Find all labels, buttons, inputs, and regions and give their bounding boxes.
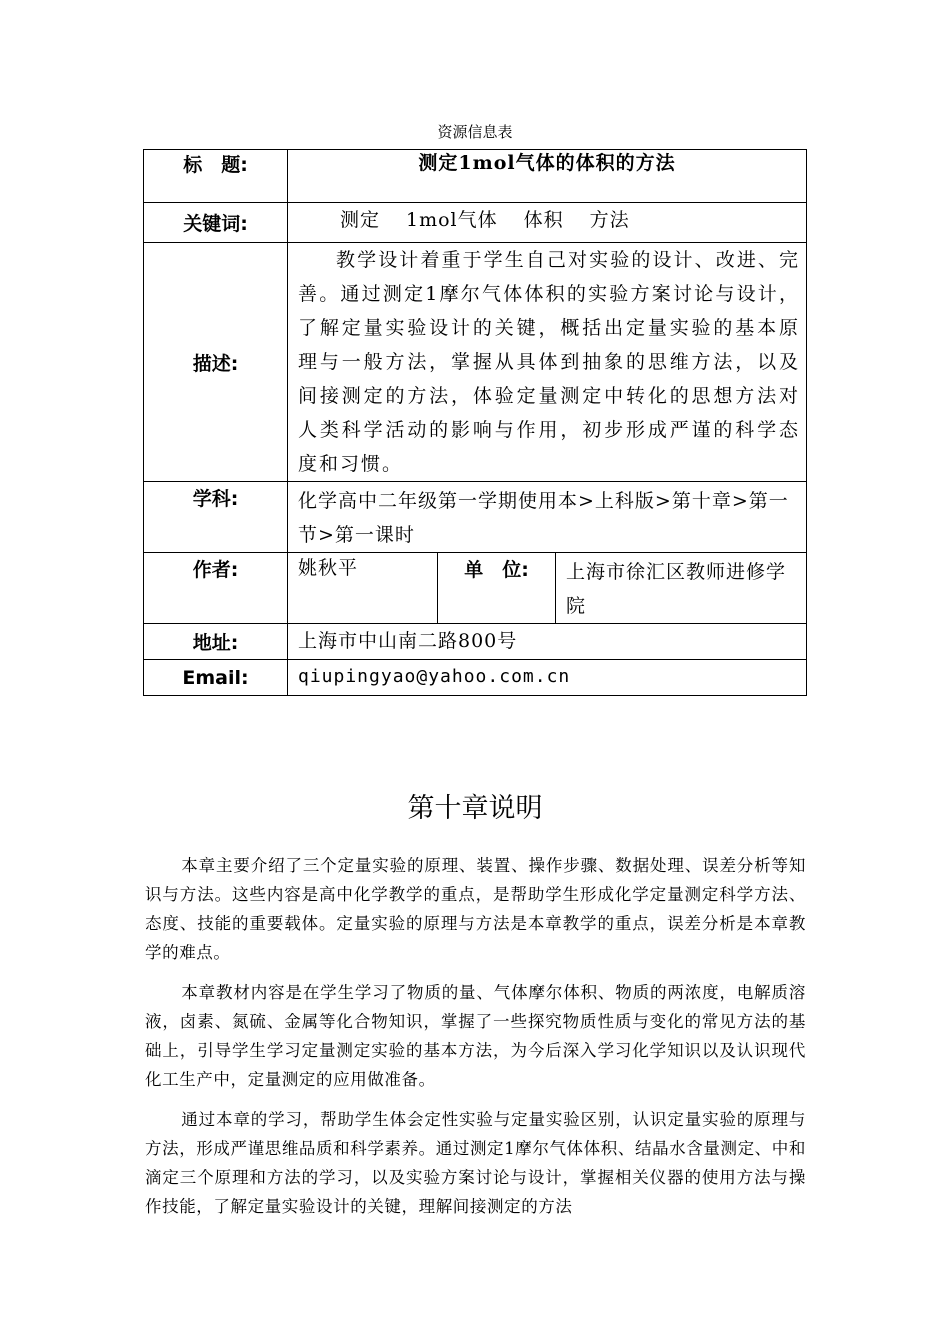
address-label: 地址: xyxy=(144,624,288,660)
title-value: 测定1mol气体的体积的方法 xyxy=(288,150,807,203)
table-caption: 资源信息表 xyxy=(437,123,513,141)
email-label: Email: xyxy=(144,660,288,696)
author-row xyxy=(144,553,807,624)
description-row xyxy=(144,243,807,482)
description-label: 描述: xyxy=(144,243,288,482)
keyword: 1mol气体 xyxy=(406,209,498,231)
resource-info-table xyxy=(143,149,807,696)
title-row xyxy=(144,150,807,203)
author-value: 姚秋平 xyxy=(288,553,438,624)
unit-value: 上海市徐汇区教师进修学院 xyxy=(556,553,807,624)
unit-label: 单 位: xyxy=(438,553,556,624)
email-row xyxy=(144,660,807,696)
subject-row xyxy=(144,482,807,553)
email-value: qiupingyao@yahoo.com.cn xyxy=(288,660,807,696)
title-label: 标 题: xyxy=(144,150,288,203)
paragraph: 通过本章的学习，帮助学生体会定性实验与定量实验区别，认识定量实验的原理与方法，形成严谨思维品质和科学素养。通过测定1摩尔气体体积、结晶水含量测定、中和滴定三个原理和方法的学习，以及实验方案讨论与设计，掌握相关仪器的使用方法与操作技能，了解定量实验设计的关键，理解间接测定的方法 xyxy=(145,1110,806,1216)
keywords-label: 关键词: xyxy=(144,203,288,243)
paragraph: 本章主要介绍了三个定量实验的原理、装置、操作步骤、数据处理、误差分析等知识与方法。这些内容是高中化学教学的重点，是帮助学生形成化学定量测定科学方法、态度、技能的重要载体。定量实验的原理与方法是本章教学的重点，误差分析是本章教学的难点。 xyxy=(145,856,806,962)
subject-label: 学科: xyxy=(144,482,288,553)
keyword: 方法 xyxy=(589,209,630,231)
subject-value: 化学高中二年级第一学期使用本>上科版>第十章>第一节>第一课时 xyxy=(288,482,807,553)
chapter-title: 第十章说明 xyxy=(407,793,543,824)
address-value: 上海市中山南二路800号 xyxy=(288,624,807,660)
keywords-value xyxy=(288,203,807,243)
keywords-row xyxy=(144,203,807,243)
paragraph: 本章教材内容是在学生学习了物质的量、气体摩尔体积、物质的两浓度，电解质溶液，卤素、氮硫、金属等化合物知识，掌握了一些探究物质性质与变化的常见方法的基础上，引导学生学习定量测定实验的基本方法，为今后深入学习化学知识以及认识现代化工生产中，定量测定的应用做准备。 xyxy=(145,983,806,1089)
description-value: 教学设计着重于学生自己对实验的设计、改进、完善。通过测定1摩尔气体体积的实验方案讨论与设计，了解定量实验设计的关键，概括出定量实验的基本原理与一般方法，掌握从具体到抽象的思维方法，以及间接测定的方法，体验定量测定中转化的思想方法对人类科学活动的影响与作用，初步形成严谨的科学态度和习惯。 xyxy=(288,243,807,482)
address-row xyxy=(144,624,807,660)
chapter-body xyxy=(145,851,806,1232)
keyword: 体积 xyxy=(523,209,564,231)
author-label: 作者: xyxy=(144,553,288,624)
keyword: 测定 xyxy=(340,209,381,231)
